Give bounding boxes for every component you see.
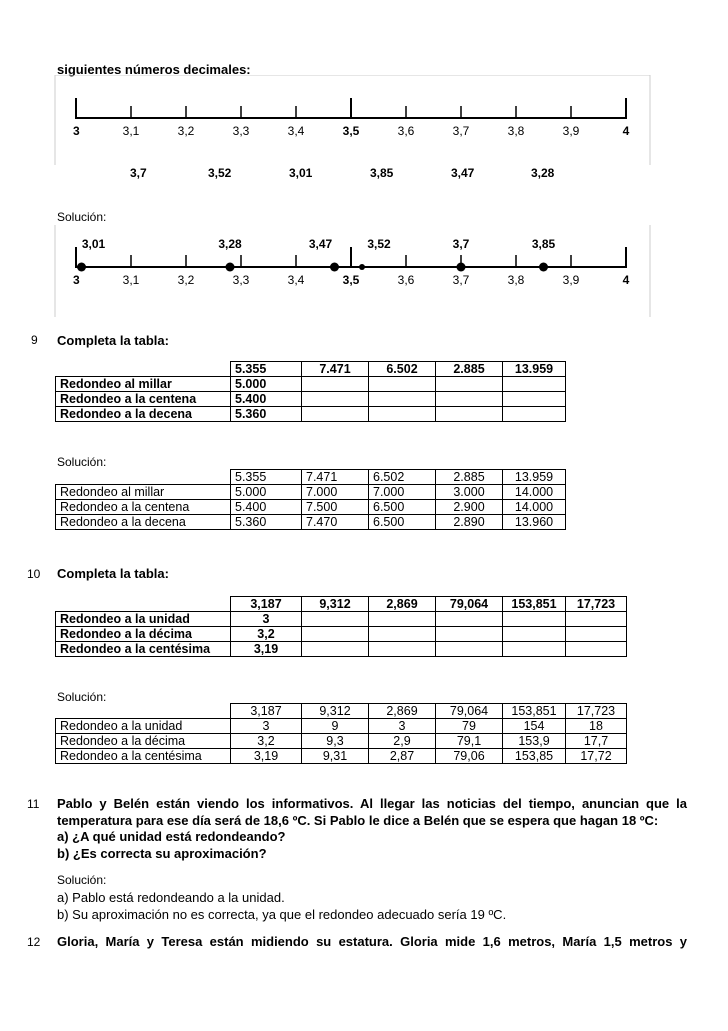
table-row bbox=[56, 734, 627, 749]
cell: 9,31 bbox=[302, 749, 369, 764]
header-cell: 6.502 bbox=[369, 362, 436, 377]
cell: 3 bbox=[231, 719, 302, 734]
cell bbox=[369, 642, 436, 657]
value-label: 3,01 bbox=[289, 166, 313, 180]
tick-label: 3,8 bbox=[507, 273, 525, 287]
table-row bbox=[56, 704, 627, 719]
cell bbox=[369, 392, 436, 407]
cell bbox=[302, 612, 369, 627]
row-label: Redondeo al millar bbox=[56, 377, 231, 392]
cell: 153,9 bbox=[503, 734, 566, 749]
point-label: 3,52 bbox=[367, 237, 391, 251]
row-label: Redondeo a la unidad bbox=[56, 719, 231, 734]
cell: 2.890 bbox=[436, 515, 503, 530]
header-cell: 79,064 bbox=[436, 597, 503, 612]
header-cell: 7.471 bbox=[302, 362, 369, 377]
tick-label: 3,9 bbox=[562, 273, 580, 287]
number-line-exercise bbox=[50, 75, 656, 165]
header-cell: 13.959 bbox=[503, 362, 566, 377]
solution-label: Solución: bbox=[57, 690, 107, 704]
point-label: 3,7 bbox=[452, 237, 470, 251]
tick-label: 4 bbox=[622, 273, 630, 287]
cell: 154 bbox=[503, 719, 566, 734]
solution-label: Solución: bbox=[57, 210, 107, 224]
cell bbox=[503, 612, 566, 627]
table-row bbox=[56, 515, 566, 530]
tick-label: 3,7 bbox=[452, 273, 470, 287]
header-cell: 13.959 bbox=[503, 470, 566, 485]
cell: 5.000 bbox=[231, 485, 302, 500]
cell bbox=[369, 377, 436, 392]
tick-label: 3,4 bbox=[287, 273, 305, 287]
row-label: Redondeo a la centena bbox=[56, 500, 231, 515]
table-row bbox=[56, 470, 566, 485]
row-label: Redondeo al millar bbox=[56, 485, 231, 500]
cell: 5.400 bbox=[231, 500, 302, 515]
cell bbox=[436, 377, 503, 392]
tick-label: 3,9 bbox=[562, 124, 580, 138]
rounding-table-9 bbox=[55, 361, 566, 422]
cell bbox=[302, 642, 369, 657]
table-row bbox=[56, 642, 627, 657]
value-label: 3,47 bbox=[451, 166, 475, 180]
cell: 9 bbox=[302, 719, 369, 734]
cell bbox=[503, 407, 566, 422]
tick-label: 3,5 bbox=[342, 124, 360, 138]
header-cell: 2,869 bbox=[369, 597, 436, 612]
cell: 5.400 bbox=[231, 392, 302, 407]
tick-label: 3,8 bbox=[507, 124, 525, 138]
header-cell: 153,851 bbox=[503, 597, 566, 612]
value-label: 3,7 bbox=[130, 166, 147, 180]
question-b: b) ¿Es correcta su aproximación? bbox=[57, 846, 267, 861]
tick-label: 4 bbox=[622, 124, 630, 138]
cell: 79,1 bbox=[436, 734, 503, 749]
tick-label: 3,1 bbox=[122, 273, 140, 287]
cell bbox=[436, 642, 503, 657]
cell: 3 bbox=[369, 719, 436, 734]
table-row bbox=[56, 749, 627, 764]
cell bbox=[503, 377, 566, 392]
cell bbox=[369, 612, 436, 627]
cell: 3,2 bbox=[231, 734, 302, 749]
table-row bbox=[56, 597, 627, 612]
empty-cell bbox=[56, 704, 231, 719]
exercise-number: 11 bbox=[27, 797, 40, 811]
cell bbox=[503, 627, 566, 642]
solution-label: Solución: bbox=[57, 873, 107, 887]
cell: 3,2 bbox=[231, 627, 302, 642]
row-label: Redondeo a la centena bbox=[56, 392, 231, 407]
exercise-number: 10 bbox=[27, 567, 41, 581]
tick-label: 3,1 bbox=[122, 124, 140, 138]
tick-label: 3 bbox=[73, 124, 80, 138]
rounding-table-10 bbox=[55, 596, 627, 657]
header-cell: 2.885 bbox=[436, 362, 503, 377]
tick-label: 3,6 bbox=[397, 124, 415, 138]
cell: 3,19 bbox=[231, 642, 302, 657]
rounding-solution-table-9 bbox=[55, 469, 566, 530]
table-row bbox=[56, 485, 566, 500]
empty-cell bbox=[56, 362, 231, 377]
header-cell: 2,869 bbox=[369, 704, 436, 719]
cell: 18 bbox=[566, 719, 627, 734]
tick-label: 3 bbox=[73, 273, 80, 287]
header-cell: 17,723 bbox=[566, 704, 627, 719]
cell: 153,85 bbox=[503, 749, 566, 764]
cell bbox=[436, 612, 503, 627]
cell: 2,87 bbox=[369, 749, 436, 764]
header-cell: 6.502 bbox=[369, 470, 436, 485]
header-cell: 153,851 bbox=[503, 704, 566, 719]
exercise-title: Completa la tabla: bbox=[57, 566, 169, 581]
cell: 3 bbox=[231, 612, 302, 627]
row-label: Redondeo a la centésima bbox=[56, 642, 231, 657]
cell: 7.000 bbox=[369, 485, 436, 500]
table-row bbox=[56, 719, 627, 734]
cell bbox=[503, 392, 566, 407]
tick-label: 3,6 bbox=[397, 273, 415, 287]
value-label: 3,52 bbox=[208, 166, 232, 180]
solution-a: a) Pablo está redondeando a la unidad. bbox=[57, 890, 285, 905]
cell: 14.000 bbox=[503, 485, 566, 500]
row-label: Redondeo a la centésima bbox=[56, 749, 231, 764]
header-cell: 5.355 bbox=[231, 470, 302, 485]
cell: 2,9 bbox=[369, 734, 436, 749]
header-cell: 3,187 bbox=[231, 704, 302, 719]
solution-label: Solución: bbox=[57, 455, 107, 469]
point-label: 3,85 bbox=[531, 237, 556, 251]
tick-label: 3,4 bbox=[287, 124, 305, 138]
cell: 7.000 bbox=[302, 485, 369, 500]
exercise-number: 9 bbox=[31, 333, 38, 347]
cell: 7.470 bbox=[302, 515, 369, 530]
header-cell: 3,187 bbox=[231, 597, 302, 612]
cell bbox=[369, 627, 436, 642]
tick-label: 3,5 bbox=[342, 273, 360, 287]
table-row bbox=[56, 612, 627, 627]
solution-b: b) Su aproximación no es correcta, ya que el redondeo adecuado sería 19 ºC. bbox=[57, 907, 507, 922]
cell: 2.900 bbox=[436, 500, 503, 515]
cell bbox=[566, 612, 627, 627]
number-line-solution bbox=[50, 225, 656, 317]
cell bbox=[566, 642, 627, 657]
cell: 79 bbox=[436, 719, 503, 734]
cell: 17,7 bbox=[566, 734, 627, 749]
table-row bbox=[56, 392, 566, 407]
cell: 6.500 bbox=[369, 515, 436, 530]
tick-label: 3,2 bbox=[177, 124, 195, 138]
header-cell: 9,312 bbox=[302, 597, 369, 612]
point-marker bbox=[77, 263, 86, 272]
point-marker bbox=[457, 263, 466, 272]
header-cell: 7.471 bbox=[302, 470, 369, 485]
table-row bbox=[56, 627, 627, 642]
cell bbox=[302, 377, 369, 392]
table-row bbox=[56, 500, 566, 515]
cell bbox=[302, 627, 369, 642]
point-marker bbox=[359, 264, 365, 270]
cell: 3,19 bbox=[231, 749, 302, 764]
cell: 3.000 bbox=[436, 485, 503, 500]
point-label: 3,28 bbox=[218, 237, 242, 251]
exercise-statement: Pablo y Belén están viendo los informativos. Al llegar las noticias del tiempo, anuncian que la temperatura para ese día será de 18,6 ºC. Si Pablo le dice a Belén que se espera que hagan 18 ºC: bbox=[57, 796, 687, 828]
row-label: Redondeo a la décima bbox=[56, 627, 231, 642]
row-label: Redondeo a la décima bbox=[56, 734, 231, 749]
empty-cell bbox=[56, 470, 231, 485]
cell bbox=[302, 392, 369, 407]
cell: 13.960 bbox=[503, 515, 566, 530]
cell: 17,72 bbox=[566, 749, 627, 764]
exercise-statement: Gloria, María y Teresa están midiendo su estatura. Gloria mide 1,6 metros, María 1,5 metros y bbox=[57, 934, 687, 949]
header-cell: 5.355 bbox=[231, 362, 302, 377]
tick-label: 3,7 bbox=[452, 124, 470, 138]
cell: 7.500 bbox=[302, 500, 369, 515]
header-cell: 2.885 bbox=[436, 470, 503, 485]
question-a: a) ¿A qué unidad está redondeando? bbox=[57, 829, 286, 844]
cell: 5.000 bbox=[231, 377, 302, 392]
cell bbox=[566, 627, 627, 642]
rounding-solution-table-10 bbox=[55, 703, 627, 764]
tick-label: 3,3 bbox=[232, 124, 250, 138]
header-cell: 17,723 bbox=[566, 597, 627, 612]
value-label: 3,28 bbox=[531, 166, 555, 180]
point-label: 3,47 bbox=[308, 237, 333, 251]
point-marker bbox=[226, 263, 235, 272]
point-marker bbox=[330, 263, 339, 272]
header-cell: 79,064 bbox=[436, 704, 503, 719]
cell bbox=[369, 407, 436, 422]
cell bbox=[436, 392, 503, 407]
point-label: 3,01 bbox=[81, 237, 106, 251]
exercise-number: 12 bbox=[27, 935, 41, 949]
cell bbox=[436, 627, 503, 642]
header-cell: 9,312 bbox=[302, 704, 369, 719]
row-label: Redondeo a la decena bbox=[56, 407, 231, 422]
row-label: Redondeo a la decena bbox=[56, 515, 231, 530]
cell bbox=[302, 407, 369, 422]
value-label: 3,85 bbox=[370, 166, 394, 180]
intro-text: siguientes números decimales: bbox=[57, 62, 251, 77]
cell: 6.500 bbox=[369, 500, 436, 515]
point-marker bbox=[539, 263, 548, 272]
table-row bbox=[56, 407, 566, 422]
tick-label: 3,2 bbox=[177, 273, 195, 287]
table-row bbox=[56, 377, 566, 392]
cell: 9,3 bbox=[302, 734, 369, 749]
table-row bbox=[56, 362, 566, 377]
cell: 14.000 bbox=[503, 500, 566, 515]
cell bbox=[436, 407, 503, 422]
tick-label: 3,3 bbox=[232, 273, 250, 287]
exercise-title: Completa la tabla: bbox=[57, 333, 169, 348]
empty-cell bbox=[56, 597, 231, 612]
cell bbox=[503, 642, 566, 657]
cell: 5.360 bbox=[231, 515, 302, 530]
cell: 5.360 bbox=[231, 407, 302, 422]
cell: 79,06 bbox=[436, 749, 503, 764]
row-label: Redondeo a la unidad bbox=[56, 612, 231, 627]
